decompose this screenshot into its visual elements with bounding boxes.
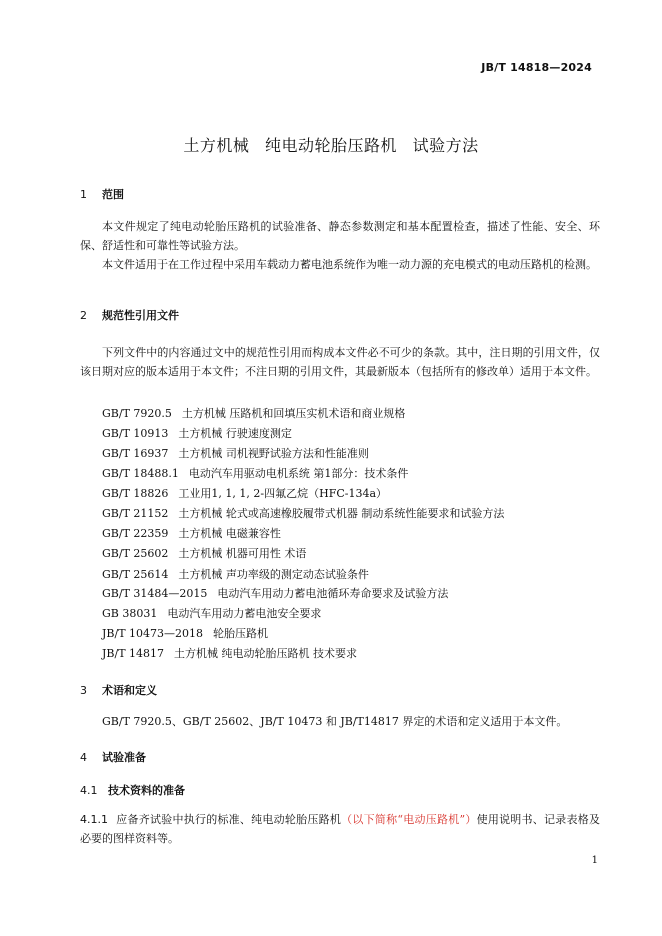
scope-paragraph-2: 本文件适用于在工作过程中采用车载动力蓄电池系统作为唯一动力源的充电模式的电动压路机的检测。 (102, 258, 597, 271)
reference-item: GB/T 25614 土方机械 声功率级的测定动态试验条件 (102, 568, 369, 581)
section-number: 4 (80, 751, 87, 764)
subsection-title: 技术资料的准备 (108, 784, 185, 797)
section-number: 2 (80, 309, 87, 322)
reference-item: GB/T 18488.1 电动汽车用驱动电机系统 第1部分：技术条件 (102, 467, 409, 480)
scope-paragraph-1: 本文件规定了纯电动轮胎压路机的试验准备、静态参数测定和基本配置检查，描述了性能、安全、环保、舒适性和可靠性等试验方法。 (80, 220, 600, 252)
section-title: 术语和定义 (102, 684, 157, 697)
reference-item: GB/T 21152 土方机械 轮式或高速橡胶履带式机器 制动系统性能要求和试验方法 (102, 507, 505, 520)
reference-item: JB/T 14817 土方机械 纯电动轮胎压路机 技术要求 (102, 647, 358, 660)
clause-text: 应备齐试验中执行的标准、纯电动轮胎压路机 (116, 813, 342, 826)
section-title: 规范性引用文件 (102, 309, 179, 322)
terms-paragraph: GB/T 7920.5、GB/T 25602、JB/T 10473 和 JB/T14817 界定的术语和定义适用于本文件。 (102, 715, 568, 728)
clause-number: 4.1.1 (80, 813, 108, 826)
normative-references-intro: 下列文件中的内容通过文中的规范性引用而构成本文件必不可少的条款。其中，注日期的引用文件，仅该日期对应的版本适用于本文件；不注日期的引用文件，其最新版本（包括所有的修改单）适用于本文件。 (80, 346, 600, 378)
section-2-heading (80, 307, 179, 323)
section-number: 1 (80, 188, 87, 201)
clause-4-1-1 (80, 810, 600, 848)
section-title: 范围 (102, 188, 124, 201)
reference-item: GB/T 10913 土方机械 行驶速度测定 (102, 427, 292, 440)
page-number: 1 (591, 855, 598, 866)
section-4-heading (80, 749, 146, 765)
section-title: 试验准备 (102, 751, 146, 764)
subsection-4-1-heading (80, 782, 185, 798)
reference-item: GB/T 7920.5 土方机械 压路机和回填压实机术语和商业规格 (102, 407, 406, 420)
reference-item: GB 38031 电动汽车用动力蓄电池安全要求 (102, 607, 322, 620)
clause-highlight-text: （以下简称“电动压路机”） (341, 813, 477, 826)
standard-code: JB/T 14818—2024 (481, 61, 592, 74)
reference-item: GB/T 25602 土方机械 机器可用性 术语 (102, 547, 307, 560)
subsection-number: 4.1 (80, 784, 98, 797)
reference-item: GB/T 16937 土方机械 司机视野试验方法和性能准则 (102, 447, 369, 460)
section-number: 3 (80, 684, 87, 697)
document-title: 土方机械 纯电动轮胎压路机 试验方法 (183, 136, 479, 155)
reference-item: JB/T 10473—2018 轮胎压路机 (102, 627, 269, 640)
reference-item: GB/T 18826 工业用1, 1, 1, 2-四氟乙烷（HFC-134a） (102, 487, 388, 500)
clause-text-end: 使用说明书、记录表格及必要的图样资料等。 (80, 813, 601, 845)
reference-item: GB/T 22359 土方机械 电磁兼容性 (102, 527, 281, 540)
reference-item: GB/T 31484—2015 电动汽车用动力蓄电池循环寿命要求及试验方法 (102, 587, 449, 600)
section-1-heading (80, 186, 124, 202)
section-3-heading (80, 682, 157, 698)
